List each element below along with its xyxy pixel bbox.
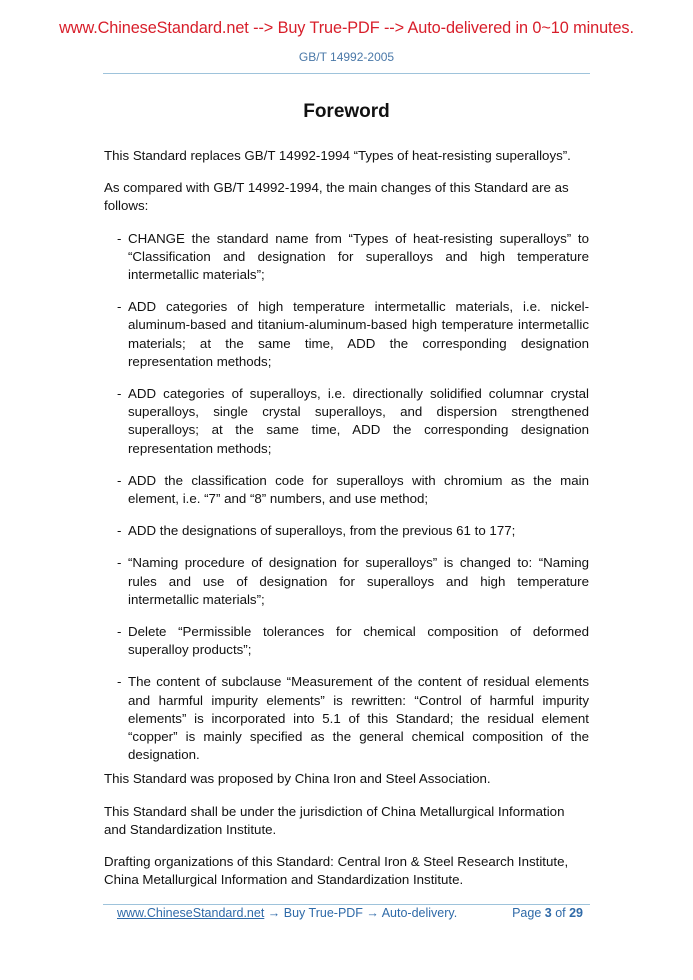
list-item: - The content of subclause “Measurement of the content of residual elements and harmful impurity elements” is rewritten: “Control of harmful impurity elements” is incorporated into 5.1 of this Standard; the residual element “copper” is mainly specified as the general chemical composition of the designation. [117, 674, 589, 763]
page-indicator: Page 3 of 29 [512, 906, 583, 920]
intro-paragraph: As compared with GB/T 14992-1994, the main changes of this Standard are as follows: [104, 180, 569, 214]
list-item: - ADD categories of high temperature intermetallic materials, i.e. nickel-aluminum-based and titanium-aluminum-based high temperature intermetallic materials; at the same time, ADD the corresponding designation representation methods; [117, 299, 589, 369]
total-page-count: 29 [569, 906, 583, 920]
changes-list [104, 230, 589, 765]
header-divider [103, 73, 590, 74]
dash-marker: - [117, 472, 122, 488]
dash-marker: - [117, 674, 122, 690]
dash-marker: - [117, 624, 122, 640]
closing-paragraph: This Standard shall be under the jurisdiction of China Metallurgical Information and Standardization Institute. [104, 803, 565, 837]
footer-divider [103, 904, 590, 905]
list-item: - ADD the designations of superalloys, from the previous 61 to 177; [117, 522, 589, 540]
page-footer [117, 906, 589, 920]
page-title: Foreword [303, 101, 390, 122]
list-item: - Delete “Permissible tolerances for chemical composition of deformed superalloy products”; [117, 624, 589, 658]
dash-marker: - [117, 230, 122, 246]
document-body [104, 147, 589, 904]
list-item: - ADD categories of superalloys, i.e. directionally solidified columnar crystal superalloys, single crystal superalloys, and dispersion strengthened superalloys; at the same time, ADD the corresponding designation representation methods; [117, 386, 589, 456]
closing-paragraph: Drafting organizations of this Standard: Central Iron & Steel Research Institute, China Metallurgical Information and Standardization Institute. [104, 854, 569, 888]
list-item: - “Naming procedure of designation for superalloys” is changed to: “Naming rules and use of designation for superalloys and high temperature intermetallic materials”; [117, 555, 589, 607]
document-code-header: GB/T 14992-2005 [298, 50, 395, 64]
list-item: - ADD the classification code for superalloys with chromium as the main element, i.e. “7” and “8” numbers, and use method; [117, 472, 589, 507]
list-item: - CHANGE the standard name from “Types of heat-resisting superalloys” to “Classification and designation for superalloys and high temperature intermetallic materials”; [117, 230, 589, 283]
closing-paragraph: This Standard was proposed by China Iron and Steel Association. [104, 771, 491, 787]
dash-marker: - [117, 523, 122, 539]
promo-banner[interactable]: www.ChineseStandard.net --> Buy True-PDF --> Auto-delivered in 0~10 minutes. [59, 19, 634, 37]
dash-marker: - [117, 555, 122, 571]
footer-tagline: → Buy True-PDF → Auto-delivery. [264, 906, 458, 920]
dash-marker: - [117, 386, 122, 402]
dash-marker: - [117, 299, 122, 315]
intro-paragraph: This Standard replaces GB/T 14992-1994 “Types of heat-resisting superalloys”. [104, 148, 571, 163]
current-page-number: 3 [544, 906, 552, 920]
footer-site-link[interactable]: www.ChineseStandard.net [117, 906, 265, 920]
